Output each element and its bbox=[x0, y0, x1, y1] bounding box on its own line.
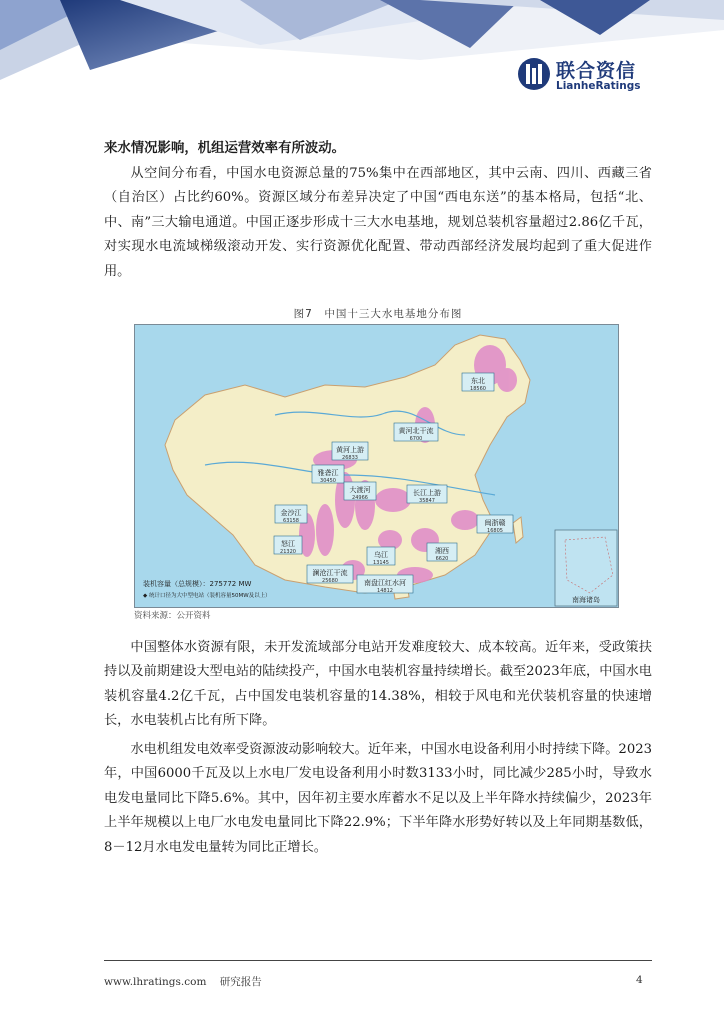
footer-left bbox=[104, 974, 272, 989]
inset-label: 南海诸岛 bbox=[572, 596, 600, 604]
taiwan-island bbox=[513, 517, 523, 543]
base-value: 13145 bbox=[373, 560, 389, 566]
base-name: 大渡河 bbox=[349, 486, 371, 494]
paragraph-installed-capacity: 中国整体水资源有限，未开发流域部分电站开发难度较大、成本较高。近年来，受政策扶持以及前期建设大型电站的陆续投产，中国水电装机容量持续增长。截至2023年底，中国水电装机容量4.2亿千瓦，占中国发电装机容量的14.38%，相较于风电和光伏装机容量的快速增长，水电装机占比有所下降。 bbox=[104, 640, 652, 729]
paragraph-generation-efficiency: 水电机组发电效率受资源波动影响较大。近年来，中国水电设备利用小时持续下降。2023年，中国6000千瓦及以上水电厂发电设备利用小时数3133小时，同比减少285小时，导致水电发电量同比下降5.6%。其中，因年初主要水库蓄水不足以及上半年降水持续偏少，2023年上半年规模以上电厂水电发电量同比下降22.9%；下半年降水形势好转以及上年同期基数低，8－12月水电发电量转为同比正增长。 bbox=[104, 742, 652, 855]
map-svg bbox=[135, 325, 618, 607]
base-name: 金沙江 bbox=[280, 509, 302, 517]
base-label-xiangxi bbox=[427, 543, 457, 562]
base-value: 18560 bbox=[470, 386, 486, 392]
base-value: 30450 bbox=[320, 478, 336, 484]
figure-title: 图7 中国十三大水电基地分布图 bbox=[293, 308, 463, 320]
legend-note: ◆ 统计口径为大中型电站（装机容量50MW及以上） bbox=[143, 593, 271, 599]
footer-divider bbox=[104, 960, 652, 961]
lead-bold-text: 来水情况影响，机组运营效率有所波动。 bbox=[104, 140, 346, 156]
paragraph-spatial-distribution: 从空间分布看，中国水电资源总量的75%集中在西部地区，其中云南、四川、西藏三省（自治区）占比约60%。资源区域分布差异决定了中国“西电东送”的基本格局，包括“北、中、南”三大输电通道。中国正逐步形成十三大水电基地，规划总装机容量超过2.86亿千瓦，对实现水电流域梯级滚动开发、实行资源优化配置、带动西部经济发展均起到了重大促进作用。 bbox=[104, 166, 652, 279]
base-value: 16805 bbox=[487, 528, 503, 534]
base-name: 黄河上游 bbox=[336, 446, 364, 454]
base-name: 黄河北干流 bbox=[398, 427, 434, 435]
base-value: 63158 bbox=[283, 518, 299, 524]
base-name: 怒江 bbox=[281, 540, 295, 548]
base-label-nanpanjiang-hongshuihe bbox=[357, 575, 413, 594]
base-value: 14812 bbox=[377, 588, 393, 594]
base-label-changjiang-shangyou bbox=[407, 485, 447, 504]
base-label-min-zhe-gan bbox=[477, 515, 513, 534]
base-value: 24966 bbox=[352, 495, 368, 501]
base-value: 6700 bbox=[409, 436, 423, 442]
base-label-huanghe-beiganliu bbox=[394, 423, 438, 442]
base-label-jinshajiang bbox=[275, 505, 307, 524]
base-name: 东北 bbox=[471, 377, 485, 385]
logo-mark-icon bbox=[516, 56, 552, 92]
page-number: 4 bbox=[636, 974, 643, 986]
base-label-huanghe-shangyou bbox=[332, 442, 368, 461]
base-name: 湘西 bbox=[435, 547, 449, 555]
base-label-lancangjiang bbox=[307, 565, 353, 584]
base-label-yalongjiang bbox=[312, 465, 344, 484]
figure-source: 资料来源：公开资料 bbox=[134, 611, 211, 621]
base-value: 26833 bbox=[342, 455, 358, 461]
base-name: 雅砻江 bbox=[317, 469, 339, 477]
base-label-nujiang bbox=[274, 536, 302, 555]
base-value: 21320 bbox=[280, 549, 296, 555]
south-china-sea-inset bbox=[555, 530, 617, 606]
base-name: 闽浙赣 bbox=[484, 519, 506, 527]
base-value: 6620 bbox=[435, 556, 449, 562]
base-value: 35847 bbox=[419, 498, 435, 504]
base-name: 南盘江红水河 bbox=[364, 579, 406, 587]
base-name: 乌江 bbox=[374, 551, 388, 559]
base-value: 25680 bbox=[322, 578, 338, 584]
footer-doc-type: 研究报告 bbox=[219, 976, 262, 988]
base-name: 澜沧江干流 bbox=[312, 569, 348, 577]
base-name: 长江上游 bbox=[413, 489, 441, 497]
legend-capacity: 装机容量（总规模）：275772 MW bbox=[143, 580, 252, 588]
logo-english-name: LianheRatings bbox=[556, 80, 641, 92]
logo-chinese-name: 联合资信 bbox=[556, 60, 637, 82]
footer-url[interactable]: www.lhratings.com bbox=[104, 976, 207, 988]
base-label-daduhe bbox=[344, 482, 376, 501]
company-logo bbox=[516, 56, 646, 96]
hydropower-base-map bbox=[134, 324, 619, 608]
base-label-wujiang bbox=[367, 547, 395, 566]
base-label-dongbei bbox=[462, 373, 494, 392]
